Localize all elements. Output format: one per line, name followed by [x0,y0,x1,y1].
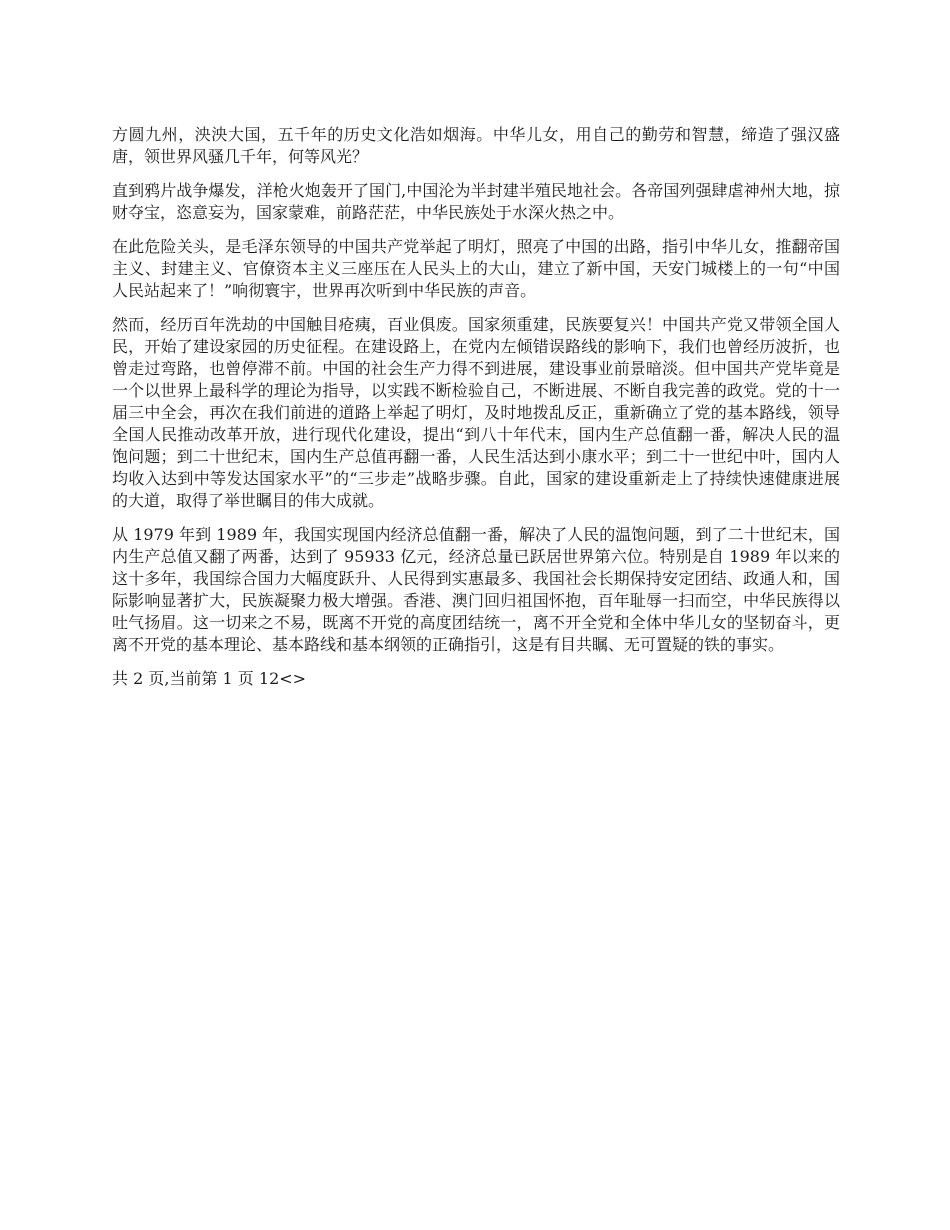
page-link-2[interactable]: 2 [269,669,280,688]
next-page-link[interactable]: > [292,669,307,688]
pagination [112,668,840,690]
paragraph-5: 从 1979 年到 1989 年，我国实现国内经济总值翻一番，解决了人民的温饱问题，到了二十世纪末，国内生产总值又翻了两番，达到了 95933 亿元，经济总量已跃居世界第六位。特别是自 1989 年以来的这十多年，我国综合国力大幅度跃升、人民得到实惠最多、我国社会长期保持安定团结、政通人和，国际影响显著扩大，民族凝聚力极大增强。香港、澳门回归祖国怀抱，百年耻辱一扫而空，中华民族得以吐气扬眉。这一切来之不易，既离不开党的高度团结统一，离不开全党和全体中华儿女的坚韧奋斗，更离不开党的基本理论、基本路线和基本纲领的正确指引，这是有目共瞩、无可置疑的铁的事实。 [112,525,840,654]
page-link-1[interactable]: 1 [258,669,270,688]
paragraph-2: 直到鸦片战争爆发，洋枪火炮轰开了国门,中国沦为半封建半殖民地社会。各帝国列强肆虐神州大地，掠财夺宝，恣意妄为，国家蒙难，前路茫茫，中华民族处于水深火热之中。 [112,181,840,222]
paragraph-1: 方圆九州，泱泱大国，五千年的历史文化浩如烟海。中华儿女，用自己的勤劳和智慧，缔造了强汉盛唐，领世界风骚几千年，何等风光？ [112,125,840,166]
pagination-summary: 共 2 页,当前第 1 页 [112,669,259,688]
article-body [112,124,840,690]
paragraph-3: 在此危险关头，是毛泽东领导的中国共产党举起了明灯，照亮了中国的出路，指引中华儿女，推翻帝国主义、封建主义、官僚资本主义三座压在人民头上的大山，建立了新中国，天安门城楼上的一句“中国人民站起来了！”响彻寰宇，世界再次听到中华民族的声音。 [112,237,840,300]
paragraph-4: 然而，经历百年洗劫的中国触目疮痍，百业俱废。国家须重建，民族要复兴！中国共产党又带领全国人民，开始了建设家园的历史征程。在建设路上，在党内左倾错误路线的影响下，我们也曾经历波折，也曾走过弯路，也曾停滞不前。中国的社会生产力得不到进展，建设事业前景暗淡。但中国共产党毕竟是一个以世界上最科学的理论为指导，以实践不断检验自己，不断进展、不断自我完善的政党。党的十一届三中全会，再次在我们前进的道路上举起了明灯，及时地拨乱反正，重新确立了党的基本路线，领导全国人民推动改革开放，进行现代化建设，提出“到八十年代末，国内生产总值翻一番，解决人民的温饱问题；到二十世纪末，国内生产总值再翻一番，人民生活达到小康水平；到二十一世纪中叶，国内人均收入达到中等发达国家水平”的“三步走”战略步骤。自此，国家的建设重新走上了持续快速健康进展的大道，取得了举世瞩目的伟大成就。 [112,315,840,510]
prev-page-link[interactable]: < [279,669,293,688]
